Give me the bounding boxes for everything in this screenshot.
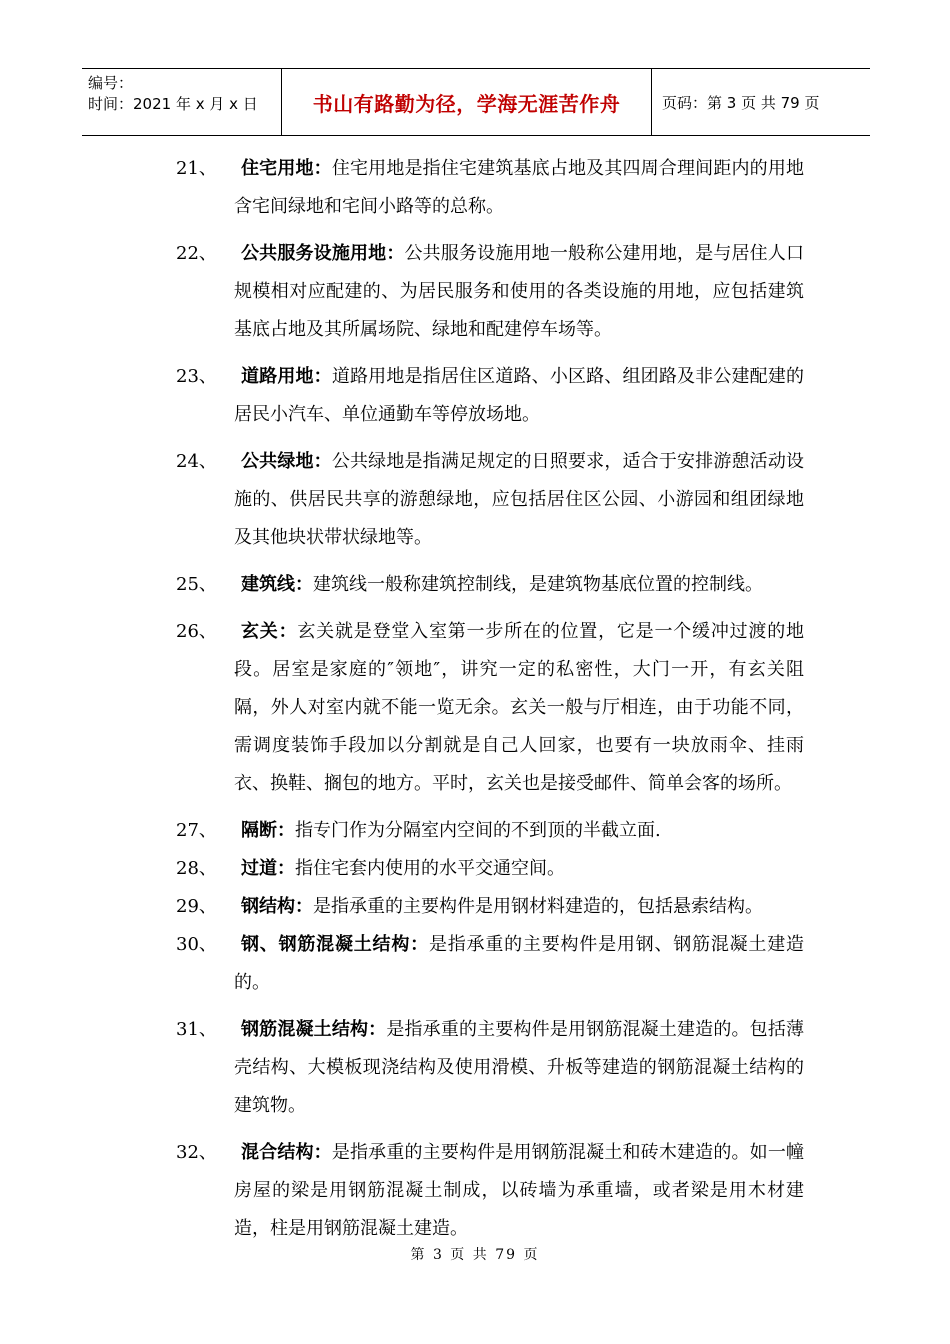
item-term: 公共绿地：	[241, 451, 332, 472]
list-item	[176, 613, 804, 803]
item-term: 钢、钢筋混凝土结构：	[241, 934, 429, 955]
list-item	[176, 443, 804, 557]
item-term: 隔断：	[241, 820, 295, 841]
item-number: 26、	[176, 621, 217, 642]
item-term: 玄关：	[241, 621, 298, 642]
list-item	[176, 812, 804, 850]
item-number: 27、	[176, 820, 217, 841]
header-page-info: 页码：第 3 页 共 79 页	[662, 93, 820, 112]
item-text: 是指承重的主要构件是用钢材料建造的，包括悬索结构。	[313, 896, 763, 917]
item-text: 公共服务设施用地一般称公建用地，是与居住人口规模相对应配建的、为居民服务和使用的各类设施的用地，应包括建筑基底占地及其所属场院、绿地和配建停车场等。	[234, 243, 804, 340]
header-meta	[82, 69, 282, 135]
item-text: 道路用地是指居住区道路、小区路、组团路及非公建配建的居民小汽车、单位通勤车等停放场地。	[234, 366, 805, 425]
item-term: 公共服务设施用地：	[241, 243, 405, 264]
item-term: 道路用地：	[241, 366, 332, 387]
item-text: 玄关就是登堂入室第一步所在的位置，它是一个缓冲过渡的地段。居室是家庭的″领地″，讲究一定的私密性，大门一开，有玄关阻隔，外人对室内就不能一览无余。玄关一般与厅相连，由于功能不同，需调度装饰手段加以分割就是自己人回家，也要有一块放雨伞、挂雨衣、换鞋、搁包的地方。平时，玄关也是接受邮件、简单会客的场所。	[234, 621, 805, 794]
list-item	[176, 150, 804, 226]
list-item	[176, 850, 804, 888]
item-text: 是指承重的主要构件是用钢筋混凝土建造的。包括薄壳结构、大模板现浇结构及使用滑模、升板等建造的钢筋混凝土结构的建筑物。	[234, 1019, 805, 1116]
item-text: 公共绿地是指满足规定的日照要求，适合于安排游憩活动设施的、供居民共享的游憩绿地，应包括居住区公园、小游园和组团绿地及其他块状带状绿地等。	[234, 451, 805, 548]
item-term: 钢结构：	[241, 896, 313, 917]
item-term: 混合结构：	[241, 1142, 332, 1163]
item-text: 指住宅套内使用的水平交通空间。	[295, 858, 565, 879]
time-label: 时间：2021 年 x 月 x 日	[88, 95, 258, 113]
definitions-list	[176, 150, 804, 1248]
item-term: 过道：	[241, 858, 295, 879]
page-footer: 第 3 页 共 79 页	[410, 1247, 540, 1263]
item-number: 31、	[176, 1019, 217, 1040]
item-number: 24、	[176, 451, 217, 472]
list-item	[176, 235, 804, 349]
list-item	[176, 358, 804, 434]
item-number: 25、	[176, 574, 217, 595]
item-text: 住宅用地是指住宅建筑基底占地及其四周合理间距内的用地 含宅间绿地和宅间小路等的总称。	[234, 158, 805, 217]
item-term: 建筑线：	[241, 574, 313, 595]
list-item	[176, 1011, 804, 1125]
item-text: 指专门作为分隔室内空间的不到顶的半截立面.	[295, 820, 661, 841]
item-number: 22、	[176, 243, 217, 264]
item-number: 23、	[176, 366, 217, 387]
list-item	[176, 888, 804, 926]
item-text: 是指承重的主要构件是用钢筋混凝土和砖木建造的。如一幢房屋的梁是用钢筋混凝土制成，以砖墙为承重墙，或者梁是用木材建造，柱是用钢筋混凝土建造。	[234, 1142, 805, 1239]
item-number: 21、	[176, 158, 217, 179]
item-term: 住宅用地：	[241, 158, 332, 179]
number-label: 编号：	[88, 74, 134, 92]
item-number: 32、	[176, 1142, 217, 1163]
item-text: 建筑线一般称建筑控制线，是建筑物基底位置的控制线。	[313, 574, 763, 595]
list-item	[176, 566, 804, 604]
list-item	[176, 1134, 804, 1248]
item-text: 是指承重的主要构件是用钢、钢筋混凝土建造的。	[234, 934, 805, 993]
header-motto: 书山有路勤为径，学海无涯苦作舟	[282, 69, 652, 135]
item-number: 30、	[176, 934, 217, 955]
item-number: 29、	[176, 896, 217, 917]
page-header	[82, 68, 870, 136]
list-item	[176, 926, 804, 1002]
item-term: 钢筋混凝土结构：	[241, 1019, 387, 1040]
item-number: 28、	[176, 858, 217, 879]
